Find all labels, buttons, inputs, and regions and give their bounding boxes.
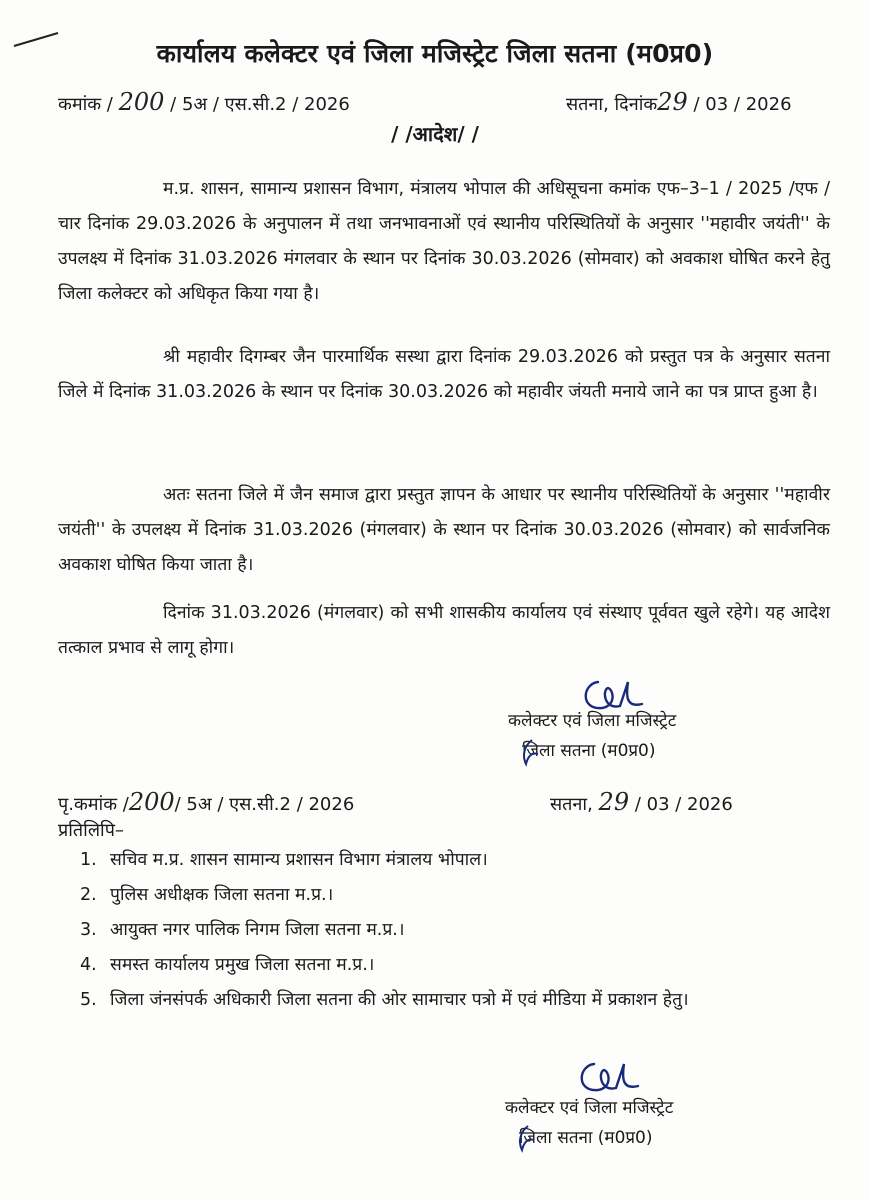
paragraph-text: अतः सतना जिले में जैन समाज द्वारा प्रस्तुत ज्ञापन के आधार पर स्थानीय परिस्थितियों के अनुसार ''महावीर जयंती'' के उपलक्ष्य में दिनांक 31.03.2026 (मंगलवार) के स्थान पर दिनांक 30.03.2026 (सोमवार) को सार्वजनिक अवकाश घोषित किया जाता है। (58, 485, 830, 575)
signatory-designation: कलेक्टर एवं जिला मजिस्ट्रेट (508, 711, 677, 731)
signatory-district: जिला सतना (म0प्र0) (522, 741, 656, 761)
order-paragraph-2 (58, 340, 830, 410)
initial-tick-2 (512, 1124, 536, 1154)
endorsement-number: 200 (128, 788, 175, 816)
endorsement-prefix: पृ.कमांक / (58, 794, 129, 815)
endorsement-date-day: 29 (598, 788, 630, 816)
endorsement-date-line (550, 788, 733, 816)
paragraph-text: श्री महावीर दिगम्बर जैन पारमार्थिक सस्था द्वारा दिनांक 29.03.2026 को प्रस्तुत पत्र के अनुसार सतना जिले में दिनांक 31.03.2026 के स्थान पर दिनांक 30.03.2026 को महावीर जंयती मनाये जाने का पत्र प्राप्त हुआ है। (58, 347, 830, 402)
signatory-district: जिला सतना (म0प्र0) (519, 1128, 653, 1148)
order-date-rest: / 03 / 2026 (693, 94, 792, 115)
list-item: 2. पुलिस अधीक्षक जिला सतना म.प्र.। (80, 885, 334, 905)
reference-number: 200 (118, 88, 165, 116)
order-paragraph-3 (58, 478, 830, 583)
copy-label: प्रतिलिपि– (58, 820, 124, 841)
initial-tick-1 (516, 738, 540, 768)
list-item: 3. आयुक्त नगर पालिक निगम जिला सतना म.प्र.। (80, 920, 405, 940)
reference-prefix: कमांक / (58, 94, 113, 115)
reference-line (58, 88, 350, 116)
list-item: 5. जिला जंनसंपर्क अधिकारी जिला सतना की ओर सामाचार पत्रो में एवं मीडिया में प्रकाशन हेतु। (80, 990, 689, 1010)
reference-suffix: / 5अ / एस.सी.2 / 2026 (170, 94, 350, 115)
list-item: 1. सचिव म.प्र. शासन सामान्य प्रशासन विभाग मंत्रालय भोपाल। (80, 850, 488, 870)
endorsement-place: सतना, (550, 794, 593, 815)
endorsement-suffix: / 5अ / एस.सी.2 / 2026 (174, 794, 355, 815)
order-place-date-prefix: सतना, दिनांक (566, 94, 658, 115)
order-heading: / /आदेश/ / (391, 122, 479, 146)
order-paragraph-1 (58, 172, 830, 312)
signatory-designation: कलेक्टर एवं जिला मजिस्ट्रेट (505, 1098, 674, 1118)
paragraph-text: दिनांक 31.03.2026 (मंगलवार) को सभी शासकीय कार्यालय एवं संस्थाए पूर्ववत खुले रहेगे। यह आदेश तत्काल प्रभाव से लागू होगा। (58, 603, 830, 658)
order-date-day: 29 (657, 88, 688, 116)
endorsement-line (58, 788, 354, 816)
endorsement-date-rest: / 03 / 2026 (634, 794, 733, 815)
paragraph-text: म.प्र. शासन, सामान्य प्रशासन विभाग, मंत्रालय भोपाल की अधिसूचना कमांक एफ–3–1 / 2025 /एफ /चार दिनांक 29.03.2026 के अनुपालन में तथा जनभावनाओं एवं स्थानीय परिस्थितियों के अनुसार ''महावीर जयंती'' के उपलक्ष्य में दिनांक 31.03.2026 मंगलवार के स्थान पर दिनांक 30.03.2026 (सोमवार) को अवकाश घोषित करने हेतु जिला कलेक्टर को अधिकृत किया गया है। (58, 179, 830, 304)
office-title: कार्यालय कलेक्टर एवं जिला मजिस्ट्रेट जिला सतना (म0प्र0) (156, 39, 714, 68)
copy-list (80, 843, 830, 1018)
order-paragraph-4 (58, 596, 830, 666)
list-item: 4. समस्त कार्यालय प्रमुख जिला सतना म.प्र.। (80, 955, 375, 975)
order-date-line (566, 88, 792, 116)
